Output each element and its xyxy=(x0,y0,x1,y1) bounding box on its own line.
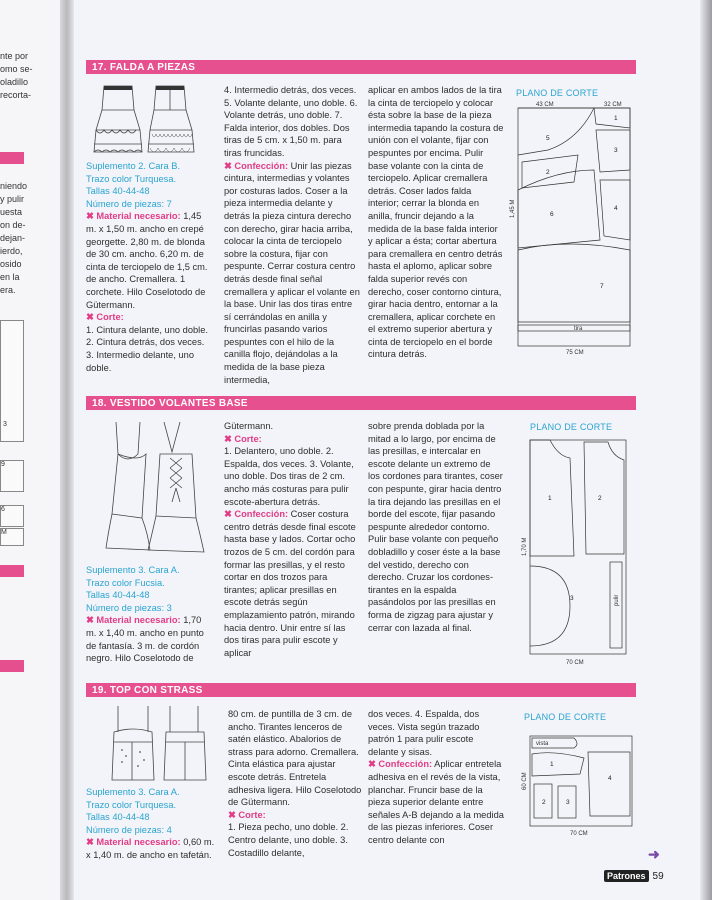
left-page-text-mid: niendo y pulir uesta on de- dejan- ierdo, osido en la era. xyxy=(0,181,28,295)
piece-number: 7 xyxy=(600,283,604,290)
section-19-col-2: 80 cm. de puntilla de 3 cm. de ancho. Tirantes lenceros de satén elástico. Abalorios de strass para adorno. Cremallera. Cinta elástica para ajustar escote detrás. Entretela adhesiva ligera. Hilo Coselotodo de Gütermann. ✖ Corte: 1. Pieza pecho, uno doble. 2. Centro delante, uno doble. 3. Costadillo delante, xyxy=(228,709,362,858)
dim-label: 60 CM xyxy=(522,772,528,790)
section-18-plano-title: PLANO DE CORTE xyxy=(530,422,613,432)
dim-label: 43 CM xyxy=(536,102,554,108)
patrones-logo: Patrones xyxy=(604,870,649,882)
page-footer xyxy=(604,870,664,882)
piece-number: 1 xyxy=(548,495,552,502)
piece-number: 6 xyxy=(550,211,554,218)
piece-number: 1 xyxy=(550,761,554,768)
dim-label: 70 CM xyxy=(566,660,584,666)
section-18-cutting-plan xyxy=(514,436,634,668)
skirt-illustration-icon xyxy=(92,80,202,158)
piece-number: 4 xyxy=(614,205,618,212)
dim-label: 1,70 M xyxy=(522,537,528,556)
piece-label-pulir: pulir xyxy=(614,594,620,606)
piece-number: 3 xyxy=(614,147,618,154)
section-17-col-1: Suplemento 2. Cara B. Trazo color Turquesa. Tallas 40-44-48 Número de piezas: 7 ✖ Material necesario: 1,45 m. x 1,50 m. ancho en crepé georgette. 2,80 m. de blonda de 30 cm. ancho. 6,20 m. de cinta de terciopelo de 1,5 cm. de ancho. Cremallera. 1 corchete. Hilo Coselotodo de Gütermann. ✖ Corte: 1. Cintura delante, uno doble. 2. Cintura detrás, dos veces. 3. Intermedio delante, uno doble. xyxy=(86,161,208,373)
next-page-arrow-icon: ➜ xyxy=(648,846,660,862)
section-17-cutting-plan xyxy=(508,100,638,358)
left-page-edge xyxy=(0,0,66,900)
dim-label: 75 CM xyxy=(566,350,584,356)
section-header-18: 18. VESTIDO VOLANTES BASE xyxy=(86,396,636,410)
piece-number: 2 xyxy=(546,169,550,176)
page-right-edge xyxy=(700,0,712,900)
left-page-pink-bar xyxy=(0,152,24,164)
piece-number: 2 xyxy=(542,799,546,806)
section-17-col-3: aplicar en ambos lados de la tira la cinta de terciopelo y colocar ésta sobre la base de la pieza intermedia tapando la costura de unión con el volante, fijar con pespuntes por encima. Pulir base volante con la cinta de terciopelo. Aplicar cremallera detrás. Coser lados falda interior; cerrar la blonda en anilla, fruncir dejando a la medida de la base falda interior y aplicar a ésta; cortar abertura para cremallera en centro detrás hasta el aplomo, aplicar sobre falda superior revés con derecho, coser contorno cintura, girar hacia dentro, entornar a la cremallera, aplicar corchete en el extremo superior abertura y cinta de terciopelo en el borde cintura detrás. xyxy=(368,85,504,360)
left-page-pattern-box: 9 xyxy=(0,460,24,492)
section-19-plano-title: PLANO DE CORTE xyxy=(524,712,607,722)
section-18-col-3: sobre prenda doblada por la mitad a lo largo, por encima de las presillas, e intercalar en escote delante un extremo de los cordones para tirantes, coser con pespunte, girar hacia dentro la tira dejando las presillas en el borde del escote, fijar pasando pespunte alrededor contorno. Pulir base volante con pequeño dobladillo y coser éste a la base del vestido, derecho con derecho. Cruzar los cordones-tirantes en la espalda pasándolos por las presillas en forma de zigzag para ajustar y cerrar con lazada al final. xyxy=(368,421,503,633)
left-page-pattern-box: 3 xyxy=(0,320,24,442)
page-gutter xyxy=(60,0,74,900)
dim-label: 32 CM xyxy=(604,102,622,108)
left-page-pink-bar xyxy=(0,660,24,672)
section-19-col-1: Suplemento 3. Cara A. Trazo color Turquesa. Tallas 40-44-48 Número de piezas: 4 ✖ Material necesario: 0,60 m. x 1,40 m. de ancho en tafetán. xyxy=(86,787,215,860)
section-18-col-2: Gütermann. ✖ Corte: 1. Delantero, uno doble. 2. Espalda, dos veces. 3. Volante, uno doble. Dos tiras de 2 cm. ancho más costuras para pulir escote-abertura detrás. ✖ Confección: Coser costura centro detrás desde final escote hasta base y lados. Cortar ocho trozos de 5 cm. del cordón para formar las presillas, y el resto cortar en dos trozos para tirantes; aplicar presillas en escote detrás según emplazamiento patrón, mirando hacia dentro. Unir entre sí las dos tiras para pulir escote y aplicar xyxy=(224,421,356,658)
piece-number: 3 xyxy=(566,799,570,806)
piece-label-vista: vista xyxy=(536,741,549,747)
section-19-cutting-plan xyxy=(514,732,638,840)
piece-number: 3 xyxy=(570,595,574,602)
left-page-pink-bar xyxy=(0,565,24,577)
left-page-text-top: nte por omo se- oladillo recorta- xyxy=(0,51,33,100)
section-header-17: 17. FALDA A PIEZAS xyxy=(86,60,636,74)
piece-number: 1 xyxy=(614,115,618,122)
piece-number: 4 xyxy=(608,775,612,782)
piece-label-tira: tira xyxy=(574,326,583,332)
left-page-pattern-box: M xyxy=(0,528,24,546)
section-17-col-2: 4. Intermedio detrás, dos veces. 5. Volante delante, uno doble. 6. Volante detrás, uno doble. 7. Falda interior, dos dobles. Dos tiras de 5 cm. x 1,50 m. para tiras fruncidas. ✖ Confección: Unir las piezas cintura, intermedias y volantes por costuras lados. Coser a la pieza intermedia delante y detrás la pieza cintura derecho con derecho, girar hacia arriba, colocar la cinta de terciopelo sobre la costura, fijar con pespunte. Cerrar costura centro detrás desde final señal cremallera y aplicar el volante en la base. Unir las dos tiras entre sí cerrándolas en anilla y fruncirlas pasando varios pespuntes con el hilo de la canilla flojo, dejándolas a la medida de la base pieza intermedia, xyxy=(224,85,360,385)
dress-illustration-icon xyxy=(104,418,216,558)
left-page-pattern-box: 6 xyxy=(0,505,24,527)
section-19-col-3: dos veces. 4. Espalda, dos veces. Vista según trazado patrón 1 para pulir escote delante y sisas. ✖ Confección: Aplicar entretela adhesiva en el revés de la vista, planchar. Fruncir base de la pieza superior delante entre señales A-B dejando a la medida de las piezas inferiores. Coser centro delante con xyxy=(368,709,504,845)
section-17-plano-title: PLANO DE CORTE xyxy=(516,88,599,98)
page-number: 59 xyxy=(652,870,664,882)
dim-label: 70 CM xyxy=(570,831,588,837)
piece-number: 5 xyxy=(546,135,550,142)
section-18-col-1: Suplemento 3. Cara A. Trazo color Fucsia. Tallas 40-44-48 Número de piezas: 3 ✖ Material necesario: 1,70 m. x 1,40 m. ancho en punto de fantasía. 3 m. de cordón negro. Hilo Coselotodo de xyxy=(86,565,204,664)
section-header-19: 19. TOP CON STRASS xyxy=(86,683,636,697)
dim-label: 1,45 M xyxy=(510,199,516,218)
top-illustration-icon xyxy=(108,702,212,786)
piece-number: 2 xyxy=(598,495,602,502)
